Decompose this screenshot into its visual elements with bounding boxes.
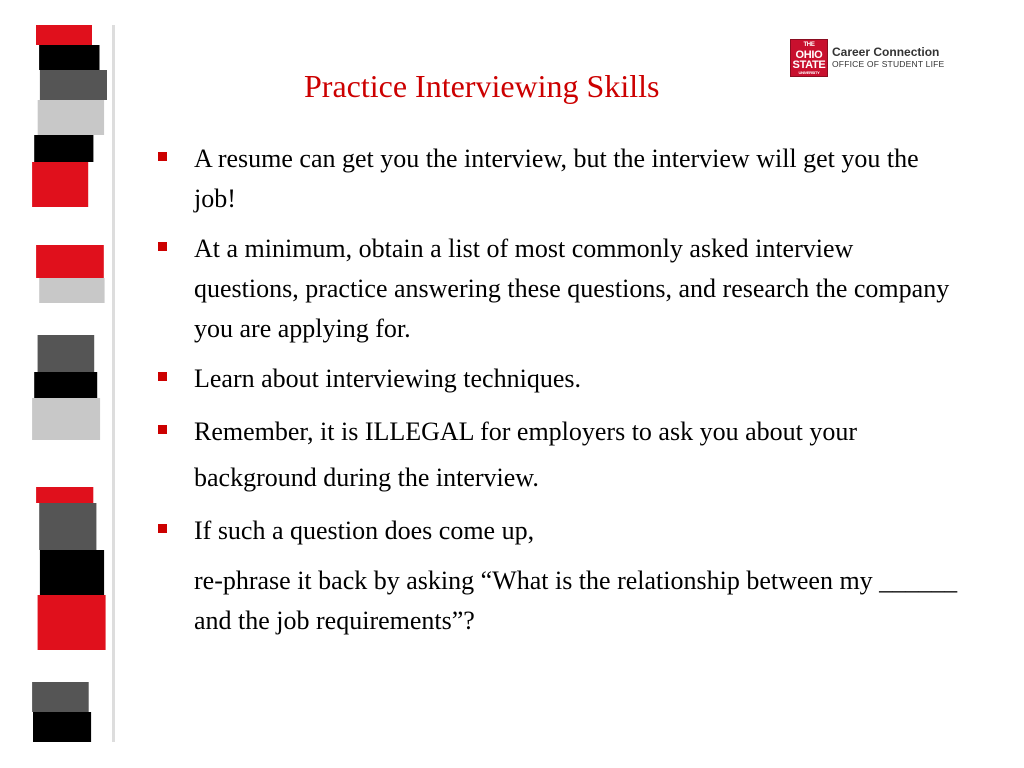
stripe-band (40, 550, 104, 595)
stripe-band (38, 335, 95, 372)
bullet-list (158, 139, 958, 641)
ohio-state-seal-logo (790, 39, 828, 77)
stripe-band (38, 100, 104, 135)
bullet-item (158, 409, 958, 501)
stripe-band (39, 278, 104, 303)
bullet-text: If such a question does come up, (194, 516, 535, 545)
bullet-continuation-text: re-phrase it back by asking “What is the relationship between my ______ and the job requirements”? (194, 566, 958, 635)
square-bullet-icon (158, 524, 167, 533)
logo-subtitle: OFFICE OF STUDENT LIFE (832, 59, 945, 69)
square-bullet-icon (158, 152, 167, 161)
seal-line-ohio: OHIO (795, 49, 823, 61)
slide-title: Practice Interviewing Skills (304, 68, 660, 104)
logo-title: Career Connection (832, 45, 940, 59)
square-bullet-icon (158, 242, 167, 251)
bullet-text: At a minimum, obtain a list of most commonly asked interview questions, practice answering these questions, and research the company you are applying for. (194, 234, 950, 343)
stripe-band (40, 70, 107, 100)
bullet-item (158, 511, 958, 551)
stripe-band (39, 503, 96, 550)
stripe-band (34, 650, 97, 682)
stripe-band (32, 398, 100, 440)
stripe-band (38, 595, 106, 650)
seal-line-the: THE (803, 42, 815, 48)
stripe-band (33, 440, 97, 487)
seal-line-university: UNIVERSITY (798, 70, 820, 75)
stripe-band (40, 303, 98, 335)
square-bullet-icon (158, 425, 167, 434)
stripe-band (39, 45, 99, 70)
bullet-item (158, 229, 958, 349)
seal-line-state: STATE (792, 59, 826, 71)
bullet-text: A resume can get you the interview, but the interview will get you the job! (194, 144, 919, 213)
stripe-band (33, 712, 91, 742)
decorative-stripe-bar (0, 0, 120, 768)
stripe-band (36, 487, 93, 503)
stripe-band (33, 207, 95, 245)
career-connection-logo (790, 38, 944, 78)
stripe-band (34, 372, 97, 398)
bullet-item (158, 139, 958, 219)
bullet-text: Remember, it is ILLEGAL for employers to ask you about your background during the interview. (194, 417, 858, 492)
bullet-item (158, 359, 958, 399)
square-bullet-icon (158, 372, 167, 381)
stripe-band (36, 245, 104, 278)
stripe-band (32, 162, 88, 207)
stripe-band (36, 25, 92, 45)
stripe-edge-line (112, 25, 115, 742)
logo-text (832, 46, 944, 70)
bullet-text: Learn about interviewing techniques. (194, 364, 581, 393)
stripe-band (34, 135, 93, 162)
stripe-band (32, 682, 89, 712)
